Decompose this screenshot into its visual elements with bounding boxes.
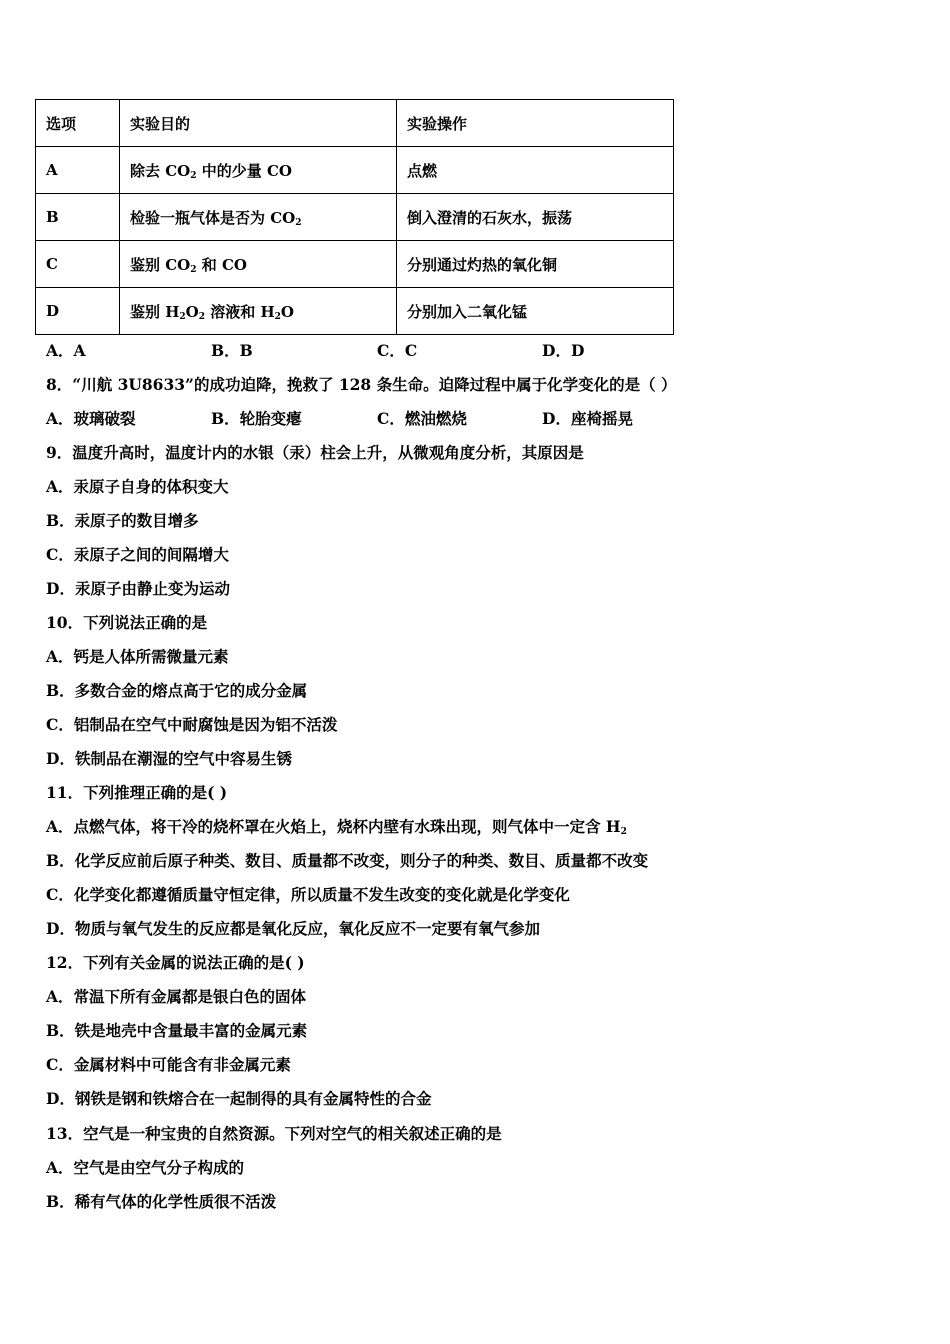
q9-option-c: C．汞原子之间的间隔增大 (46, 545, 229, 564)
q12-option-b: B．铁是地壳中含量最丰富的金属元素 (46, 1021, 308, 1040)
q8-stem: 8．“川航 3U8633”的成功迫降，挽救了 128 条生命。迫降过程中属于化学变化的是（ ） (46, 375, 677, 394)
table-row (36, 194, 674, 241)
q13-stem: 13．空气是一种宝贵的自然资源。下列对空气的相关叙述正确的是 (46, 1124, 502, 1143)
table-cell-option: A (36, 147, 120, 194)
q12-option-a: A．常温下所有金属都是银白色的固体 (46, 987, 307, 1006)
q10-option-a: A．钙是人体所需微量元素 (46, 647, 229, 666)
q7-option-a: A．A (46, 341, 86, 360)
table-cell-aim: 鉴别 $CO_2$ 和 CO (120, 241, 397, 288)
q13-option-a: A．空气是由空气分子构成的 (46, 1158, 245, 1177)
q9-option-d: D．汞原子由静止变为运动 (46, 579, 230, 598)
table-header-cell: 选项 (36, 100, 120, 147)
table-header-cell: 实验目的 (120, 100, 397, 147)
q12-option-d: D．钢铁是钢和铁熔合在一起制得的具有金属特性的合金 (46, 1089, 432, 1108)
q11-stem: 11．下列推理正确的是( ) (46, 783, 228, 802)
q11-option-b: B．化学反应前后原子种类、数目、质量都不改变，则分子的种类、数目、质量都不改变 (46, 851, 649, 870)
q10-stem: 10．下列说法正确的是 (46, 613, 208, 632)
q8-option-d: D．座椅摇晃 (542, 409, 633, 428)
q12-stem: 12．下列有关金属的说法正确的是( ) (46, 953, 305, 972)
q7-option-c: C．C (377, 341, 418, 360)
q10-option-d: D．铁制品在潮湿的空气中容易生锈 (46, 749, 292, 768)
q10-option-b: B．多数合金的熔点高于它的成分金属 (46, 681, 308, 700)
q9-option-b: B．汞原子的数目增多 (46, 511, 199, 530)
q7-option-b: B．B (211, 341, 253, 360)
q7-option-d: D．D (542, 341, 585, 360)
table-cell-aim: 除去 $CO_2$ 中的少量 CO (120, 147, 397, 194)
table-header-cell: 实验操作 (397, 100, 674, 147)
table-cell-aim: 检验一瓶气体是否为 $CO_2$ (120, 194, 397, 241)
table-cell-operation: 分别加入二氧化锰 (397, 288, 674, 335)
q12-option-c: C．金属材料中可能含有非金属元素 (46, 1055, 291, 1074)
q8-option-c: C．燃油燃烧 (377, 409, 467, 428)
table-row (36, 241, 674, 288)
table-cell-operation: 倒入澄清的石灰水，振荡 (397, 194, 674, 241)
table-row (36, 288, 674, 335)
q11-option-a: A．点燃气体，将干冷的烧杯罩在火焰上，烧杯内壁有水珠出现，则气体中一定含 $H_2$ (46, 817, 627, 837)
table-cell-aim: 鉴别 $H_2O_2$ 溶液和 $H_2O$ (120, 288, 397, 335)
q9-stem: 9．温度升高时，温度计内的水银（汞）柱会上升，从微观角度分析，其原因是 (46, 443, 584, 462)
table-row (36, 147, 674, 194)
q11-option-c: C．化学变化都遵循质量守恒定律，所以质量不发生改变的变化就是化学变化 (46, 885, 570, 904)
experiment-table (35, 99, 674, 335)
table-cell-option: B (36, 194, 120, 241)
q8-option-a: A．玻璃破裂 (46, 409, 136, 428)
table-cell-operation: 点燃 (397, 147, 674, 194)
q10-option-c: C．铝制品在空气中耐腐蚀是因为铝不活泼 (46, 715, 338, 734)
q11-option-d: D．物质与氧气发生的反应都是氧化反应，氧化反应不一定要有氧气参加 (46, 919, 540, 938)
q9-option-a: A．汞原子自身的体积变大 (46, 477, 229, 496)
table-cell-option: C (36, 241, 120, 288)
table-header-row (36, 100, 674, 147)
q8-option-b: B．轮胎变瘪 (211, 409, 302, 428)
q13-option-b: B．稀有气体的化学性质很不活泼 (46, 1192, 277, 1211)
table-cell-operation: 分别通过灼热的氧化铜 (397, 241, 674, 288)
table-cell-option: D (36, 288, 120, 335)
